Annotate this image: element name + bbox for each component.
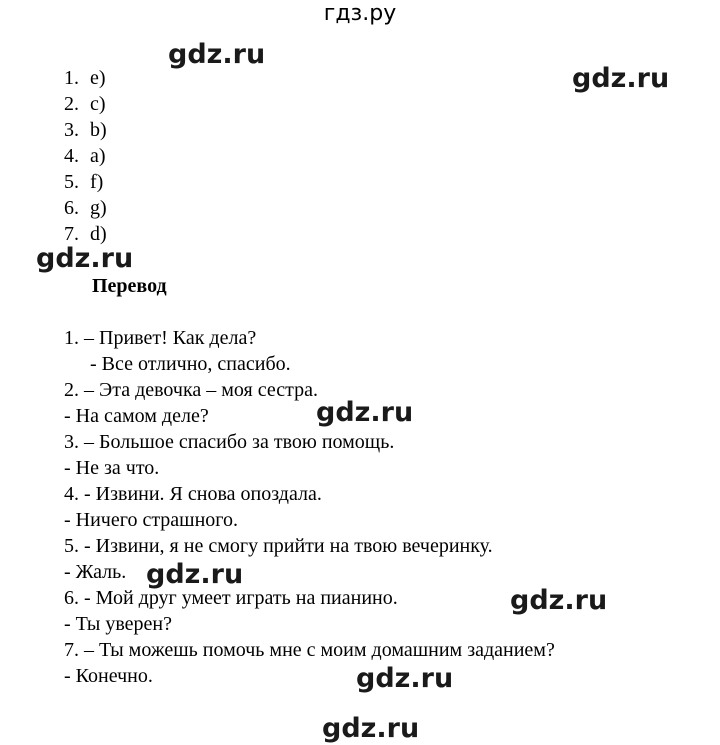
answer-number: 5. <box>64 171 79 193</box>
answer-letter: b) <box>90 119 107 141</box>
answer-number: 1. <box>64 67 79 89</box>
watermark: gdz.ru <box>322 713 420 744</box>
answer-letter: e) <box>90 67 106 89</box>
dialogue-line: 3. – Большое спасибо за твою помощь. <box>64 431 395 453</box>
answer-letter: d) <box>90 223 107 245</box>
dialogue-line: 5. - Извини, я не смогу прийти на твою вечеринку. <box>64 535 493 557</box>
answer-letter: a) <box>90 145 106 167</box>
dialogue-line: 7. – Ты можешь помочь мне с моим домашним заданием? <box>64 639 555 661</box>
translation-heading: Перевод <box>92 275 167 297</box>
answer-number: 7. <box>64 223 79 245</box>
answer-letter: f) <box>90 171 104 193</box>
watermark: gdz.ru <box>510 585 608 616</box>
answer-item <box>64 222 107 246</box>
watermark: gdz.ru <box>316 397 414 428</box>
answer-number: 6. <box>64 197 79 219</box>
watermark: gdz.ru <box>168 39 266 70</box>
answer-item <box>64 144 106 168</box>
dialogue-line: - На самом деле? <box>64 405 209 427</box>
watermark: gdz.ru <box>356 663 454 694</box>
answer-number: 2. <box>64 93 79 115</box>
watermark: gdz.ru <box>36 243 134 274</box>
dialogue-line: - Не за что. <box>64 457 160 479</box>
dialogue-line: 4. - Извини. Я снова опоздала. <box>64 483 322 505</box>
watermark: gdz.ru <box>572 63 670 94</box>
dialogue-line: - Жаль. <box>64 561 127 583</box>
dialogue-line: 1. – Привет! Как дела? <box>64 327 257 349</box>
answer-item <box>64 170 103 194</box>
dialogue-line: 2. – Эта девочка – моя сестра. <box>64 379 318 401</box>
answer-item <box>64 118 107 142</box>
site-header: гдз.ру <box>323 1 397 26</box>
dialogue-line: 6. - Мой друг умеет играть на пианино. <box>64 587 398 609</box>
answer-item <box>64 196 107 220</box>
answer-number: 3. <box>64 119 79 141</box>
dialogue-line: - Конечно. <box>64 665 153 687</box>
answer-number: 4. <box>64 145 79 167</box>
dialogue-line: - Ничего страшного. <box>64 509 238 531</box>
answer-item <box>64 66 106 90</box>
answer-letter: g) <box>90 197 107 219</box>
dialogue-line: - Все отлично, спасибо. <box>90 353 291 375</box>
answer-item <box>64 92 106 116</box>
watermark: gdz.ru <box>146 559 244 590</box>
answer-letter: c) <box>90 93 106 115</box>
dialogue-line: - Ты уверен? <box>64 613 172 635</box>
